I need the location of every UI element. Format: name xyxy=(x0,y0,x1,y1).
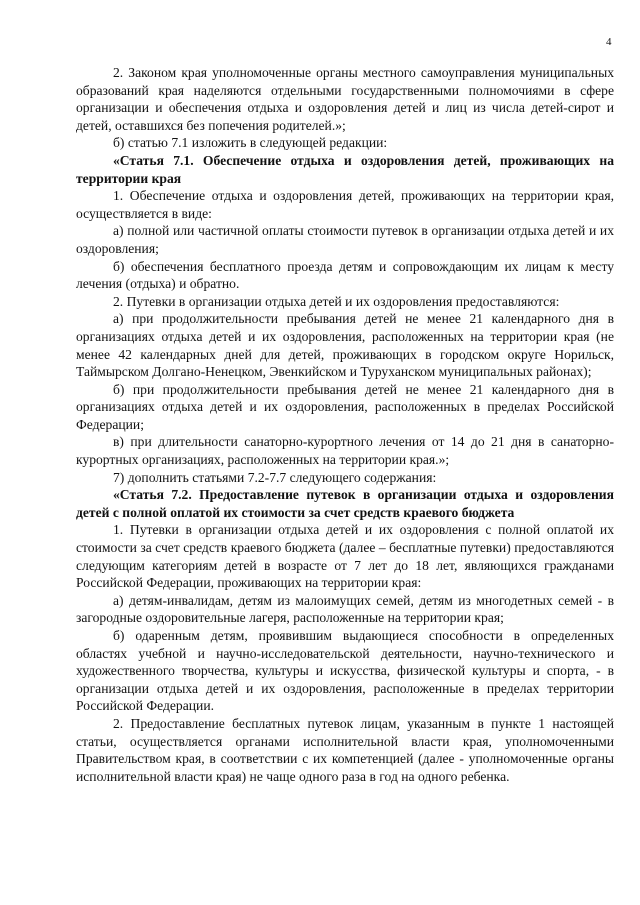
paragraph-7-2-item-1b: б) одаренным детям, проявившим выдающиеся способности в определенных областях учебной и научно-исследовательской деятельности, научно-технического и художественного творчества, культуры и искусства, физической культуры и спорта, - в организации отдыха детей и их оздоровления, расположенные в пределах территории Российской Федерации. xyxy=(76,628,614,714)
page-number: 4 xyxy=(606,36,612,48)
paragraph-7-1-item-2b: б) при продолжительности пребывания детей не менее 21 календарного дня в организациях отдыха детей и их оздоровления, расположенных в пределах Российской Федерации; xyxy=(76,381,614,432)
paragraph-7-1-item-2: 2. Путевки в организации отдыха детей и их оздоровления предоставляются: xyxy=(113,293,560,309)
paragraph-7-1-item-1a: а) полной или частичной оплаты стоимости путевок в организации отдыха детей и их оздоровления; xyxy=(76,223,614,256)
paragraph-add-articles-instruction: 7) дополнить статьями 7.2-7.7 следующего содержания: xyxy=(113,469,437,485)
paragraph-7-2-item-2: 2. Предоставление бесплатных путевок лицам, указанным в пункте 1 настоящей статьи, осуществляется органами исполнительной власти края, уполномоченными Правительством края, в соответствии с их компетенцией (далее - уполномоченные органы исполнительной власти края) не чаще одного раза в год на одного ребенка. xyxy=(76,715,614,784)
paragraph-7-2-item-1: 1. Путевки в организации отдыха детей и их оздоровления с полной оплатой их стоимости за счет средств краевого бюджета (далее – бесплатные путевки) предоставляются следующим категориям детей в возрасте от 7 лет до 18 лет, являющихся гражданами Российской Федерации, проживающих на территории края: xyxy=(76,522,614,591)
document-body xyxy=(76,64,614,785)
paragraph-7-1-item-1: 1. Обеспечение отдыха и оздоровления детей, проживающих на территории края, осуществляется в виде: xyxy=(76,188,614,221)
paragraph-7-1-item-1b: б) обеспечения бесплатного проезда детям и сопровождающим их лицам к месту лечения (отдыха) и обратно. xyxy=(76,258,614,292)
paragraph-7-2-item-1a: а) детям-инвалидам, детям из малоимущих семей, детям из многодетных семей - в загородные оздоровительные лагеря, расположенные на территории края; xyxy=(76,592,614,626)
article-7-2-heading: «Статья 7.2. Предоставление путевок в организации отдыха и оздоровления детей с полной оплатой их стоимости за счет средств краевого бюджета xyxy=(76,487,614,520)
paragraph-article-7-1-instruction: б) статью 7.1 изложить в следующей редакции: xyxy=(113,135,388,151)
paragraph-7-1-item-2v: в) при длительности санаторно-курортного лечения от 14 до 21 дня в санаторно-курортных организациях, расположенных на территории края.»; xyxy=(76,434,614,468)
article-7-1-heading: «Статья 7.1. Обеспечение отдыха и оздоровления детей, проживающих на территории края xyxy=(76,152,614,186)
paragraph-law-clause-2: 2. Законом края уполномоченные органы местного самоуправления муниципальных образований края наделяются отдельными государственными полномочиями в сфере организации и обеспечения отдыха и оздоровления детей и лиц из числа детей-сирот и детей, оставшихся без попечения родителей.»; xyxy=(76,65,614,133)
paragraph-7-1-item-2a: а) при продолжительности пребывания детей не менее 21 календарного дня в организациях отдыха детей и их оздоровления, расположенных на территории края (не менее 42 календарных дней для детей, проживающих в городском округе Норильск, Таймырском Долгано-Ненецком, Эвенкийском и Туруханском муниципальных районах); xyxy=(76,311,614,380)
